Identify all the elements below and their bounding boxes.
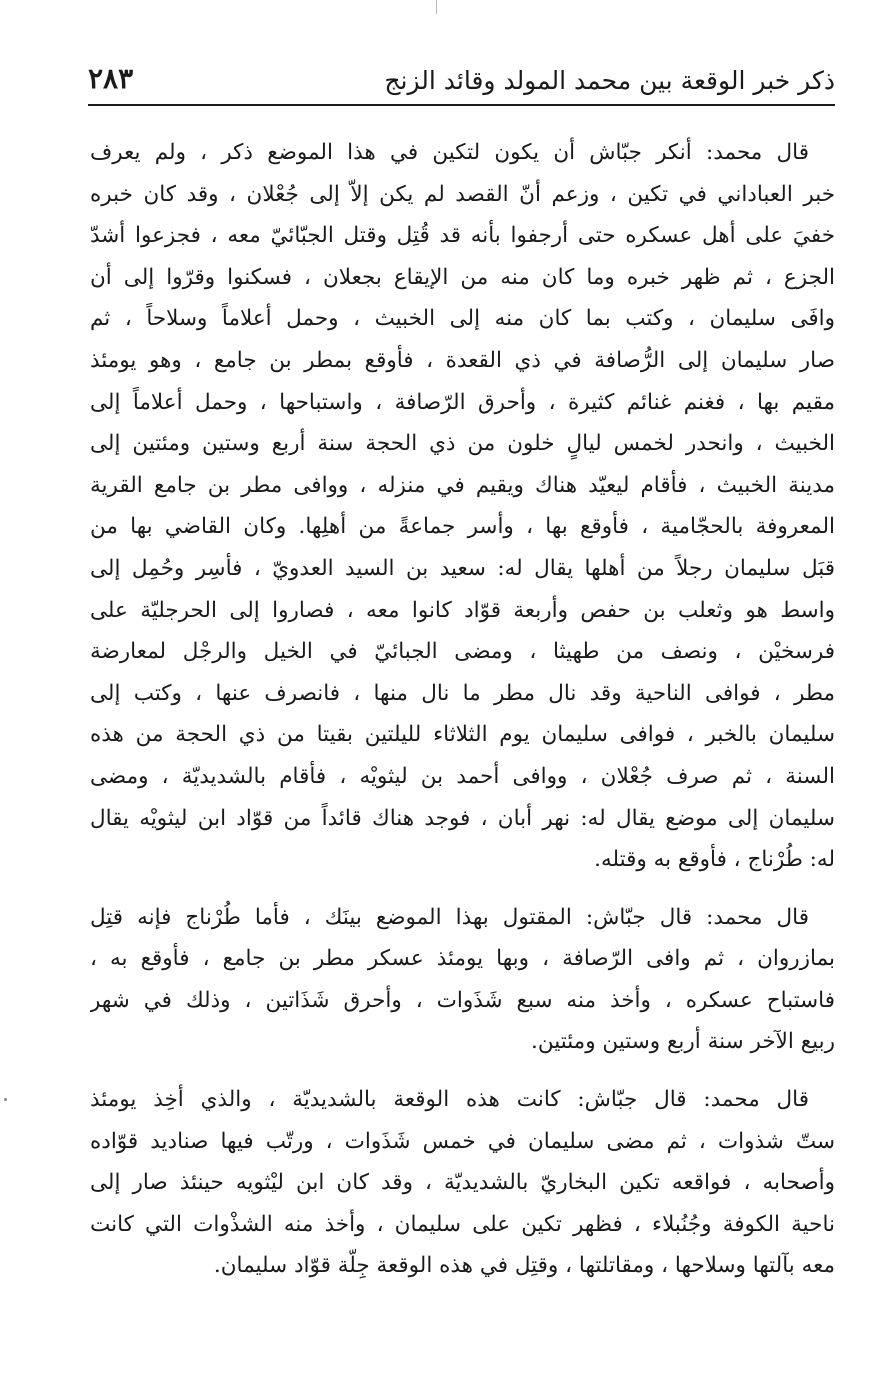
text-line: سليمان بالخبر ، فوافى سليمان يوم الثلاثاء لليلتين بقيتا من ذي الحجة من هذه bbox=[90, 722, 835, 748]
text-line: السنة ، ثم صرف جُعْلان ، ووافى أحمد بن ليثويْه ، فأقام بالشديديّة ، ومضى bbox=[90, 763, 835, 789]
text-line: معه بآلتها وسلاحها ، ومقاتلتها ، وقتِل في هذه الوقعة جِلّة قوّاد سليمان. bbox=[213, 1253, 835, 1279]
text-line: المعروفة بالحجّامية ، فأوقع بها ، وأسر جماعةً من أهلِها. وكان القاضي بها من bbox=[90, 514, 835, 540]
text-line: ناحية الكوفة وجُنُبلاء ، فظهر تكين على سليمان ، وأخذ منه الشذْوات التي كانت bbox=[90, 1211, 835, 1237]
text-line: الخبيث ، وانحدر لخمس ليالٍ خلون من ذي الحجة سنة أربع وستين ومئتين إلى bbox=[90, 431, 835, 457]
text-line: الجزع ، ثم ظهر خبره وما كان منه من الإيقاع بجعلان ، فسكنوا وقرّوا إلى أن bbox=[90, 264, 835, 290]
text-line: ستّ شذوات ، ثم مضى سليمان في خمس شَذَوات ، ورتّب فيها صناديد قوّاده bbox=[90, 1128, 835, 1154]
text-line: واسط هو وثعلب بن حفص وأربعة قوّاد كانوا معه ، فصاروا إلى الحرجليّة على bbox=[90, 597, 835, 623]
margin-speck bbox=[4, 1098, 7, 1101]
text-line: ربيع الآخر سنة أربع وستين ومئتين. bbox=[531, 1029, 835, 1055]
top-margin-tick bbox=[436, 0, 437, 14]
text-line: قبَل سليمان رجلاً من أهلها يقال له: سعيد بن السيد العدويّ ، فأسِر وحُمِل إلى bbox=[90, 555, 835, 581]
text-line: خبر العباداني في تكين ، وزعم أنّ القصد لم يكن إلاّ إلى جُعْلان ، وقد كان خبره bbox=[90, 181, 835, 207]
paragraph bbox=[90, 897, 835, 1063]
running-header bbox=[88, 58, 835, 106]
running-title: ذكر خبر الوقعة بين محمد المولد وقائد الزنج bbox=[384, 66, 835, 95]
text-line: سليمان إلى موضع يقال له: نهر أبان ، فوجد هناك قائداً من قوّاد ابن ليثويْه يقال bbox=[90, 805, 835, 831]
text-line: قال محمد: قال جبّاش: كانت هذه الوقعة بالشديديّة ، والذي أخِذ يومئذ bbox=[90, 1087, 809, 1113]
paragraph bbox=[90, 132, 835, 881]
text-line: قال محمد: أنكر جبّاش أن يكون لتكين في هذا الموضع ذكر ، ولم يعرف bbox=[90, 140, 809, 165]
text-line: خفيَ على أهل عسكره حتى أرجفوا بأنه قد قُتِل وقتل الجبّائيّ معه ، فجزعوا أشدّ bbox=[90, 223, 835, 249]
text-line: مطر ، فوافى الناحية وقد نال مطر ما نال منها ، فانصرف عنها ، وكتب إلى bbox=[90, 680, 835, 706]
text-line: بمازروان ، ثم وافى الرّصافة ، وبها يومئذ عسكر مطر بن جامع ، فأوقع به ، bbox=[90, 946, 835, 972]
text-line: مدينة الخبيث ، فأقام ليعيّد هناك ويقيم في منزله ، ووافى مطر بن جامع القرية bbox=[90, 472, 835, 498]
text-line: فاستباح عسكره ، وأخذ منه سبع شَذَوات ، وأحرق شَذَاتين ، وذلك في شهر bbox=[90, 987, 835, 1013]
body-text bbox=[90, 132, 835, 1287]
text-line: فرسخيْن ، ونصف من طهيثا ، ومضى الجبائيّ في الخيل والرجْل لمعارضة bbox=[90, 639, 835, 665]
text-line: قال محمد: قال جبّاش: المقتول بهذا الموضع بينَك ، فأما طُرْناج فإنه قتِل bbox=[90, 904, 809, 930]
page-number: ٢٨٣ bbox=[88, 62, 134, 95]
text-line: وأصحابه ، فواقعه تكين البخاريّ بالشديديّة ، وقد كان ابن ليْثويه حينئذ صار إلى bbox=[90, 1170, 835, 1196]
paragraph bbox=[90, 1079, 835, 1287]
text-line: مقيم بها ، فغنم غنائم كثيرة ، وأحرق الرّصافة ، واستباحها ، وحمل أعلاماً إلى bbox=[90, 389, 835, 415]
text-line: له: طُرْناج ، فأوقع به وقتله. bbox=[594, 847, 835, 873]
text-line: وافَى سليمان ، وكتب بما كان منه إلى الخبيث ، وحمل أعلاماً وسلاحاً ، ثم bbox=[90, 306, 835, 332]
text-line: صار سليمان إلى الرُّصافة في ذي القعدة ، فأوقع بمطر بن جامع ، وهو يومئذ bbox=[90, 347, 835, 373]
